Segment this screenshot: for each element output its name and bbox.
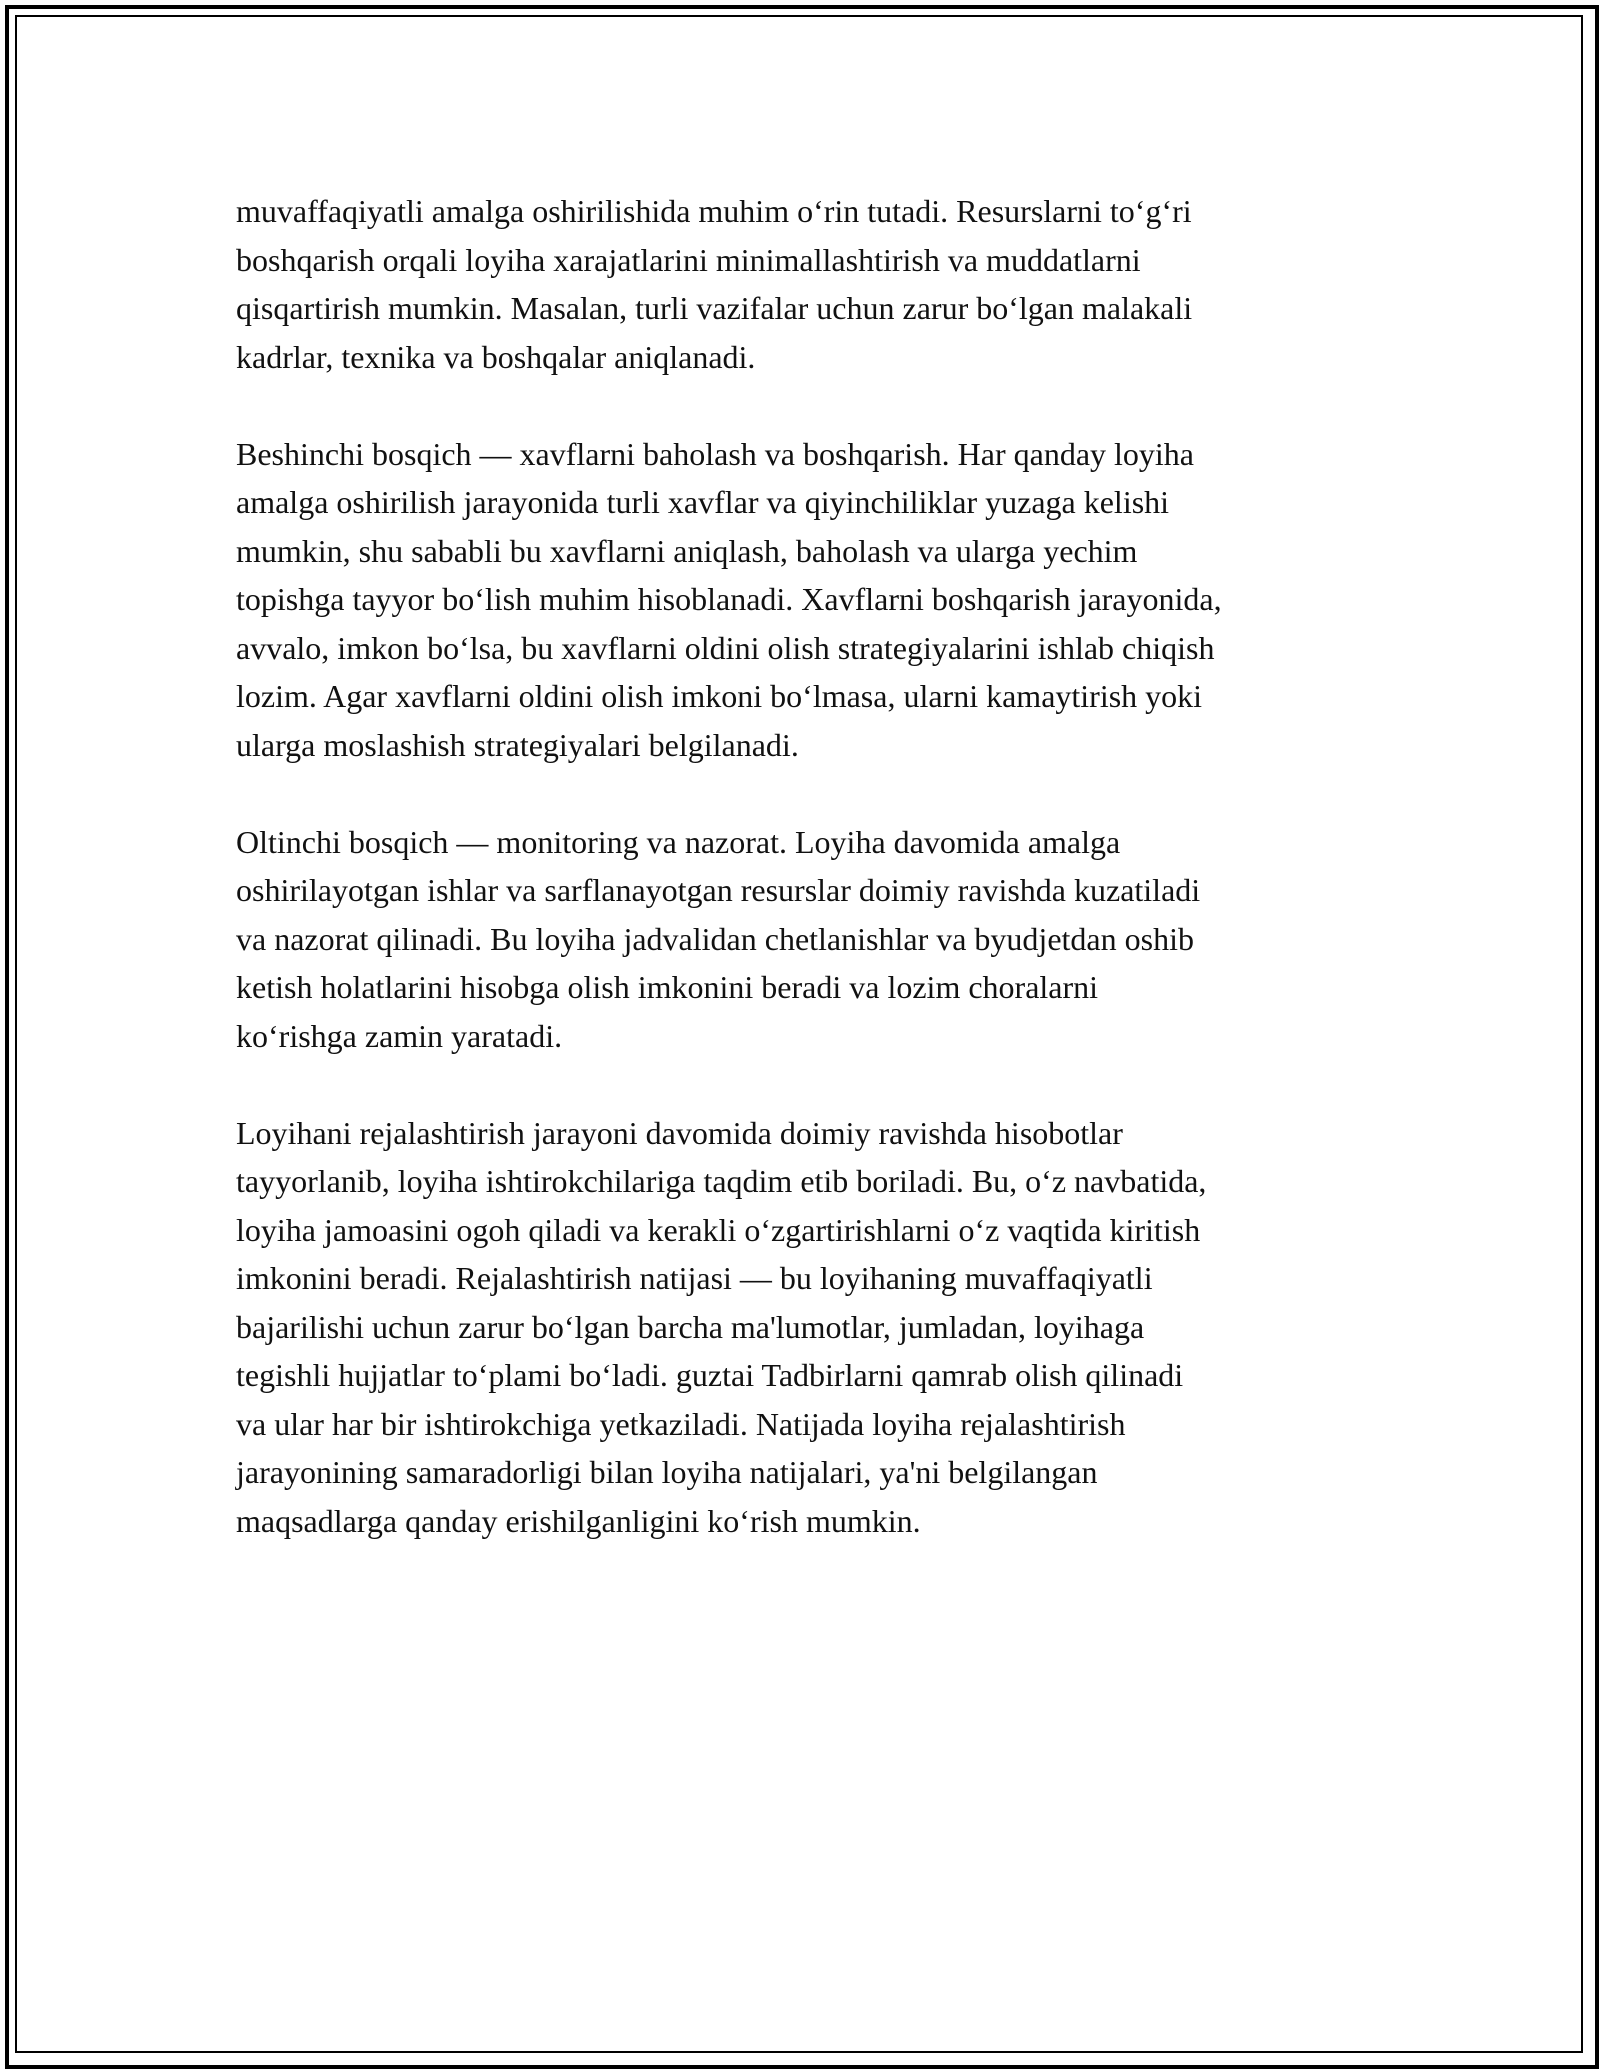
text-line: Loyihani rejalashtirish jarayoni davomida doimiy ravishda hisobotlar: [236, 1114, 1123, 1151]
text-line: va ular har bir ishtirokchiga yetkaziladi. Natijada loyiha rejalashtirish: [236, 1405, 1126, 1442]
text-line: imkonini beradi. Rejalashtirish natijasi — bu loyihaning muvaffaqiyatli: [236, 1260, 1153, 1296]
text-line: lozim. Agar xavflarni oldini olish imkoni bo‘lmasa, ularni kamaytirish yoki: [236, 678, 1203, 714]
text-line: topishga tayyor bo‘lish muhim hisoblanadi. Xavflarni boshqarish jarayonida,: [236, 581, 1222, 617]
text-line: ketish holatlarini hisobga olish imkonini beradi va lozim choralarni: [236, 969, 1099, 1005]
text-line: Beshinchi bosqich — xavflarni baholash va boshqarish. Har qanday loyiha: [236, 435, 1194, 472]
text-line: bajarilishi uchun zarur bo‘lgan barcha ma'lumotlar, jumladan, loyihaga: [236, 1308, 1145, 1345]
document-body: [236, 187, 1376, 1594]
text-line: mumkin, shu sababli bu xavflarni aniqlash, baholash va ularga yechim: [236, 532, 1138, 569]
text-line: kadrlar, texnika va boshqalar aniqlanadi.: [236, 338, 756, 375]
paragraph-sixth-stage: [236, 818, 1376, 1061]
paragraph-resources: [236, 187, 1376, 381]
text-line: jarayonining samaradorligi bilan loyiha natijalari, ya'ni belgilangan: [236, 1454, 1098, 1490]
text-line: amalga oshirilish jarayonida turli xavflar va qiyinchiliklar yuzaga kelishi: [236, 484, 1170, 520]
text-line: ularga moslashish strategiyalari belgilanadi.: [236, 726, 799, 763]
text-line: boshqarish orqali loyiha xarajatlarini minimallashtirish va muddatlarni: [236, 241, 1141, 278]
text-line: tegishli hujjatlar to‘plami bo‘ladi. guztai Tadbirlarni qamrab olish qilinadi: [236, 1357, 1184, 1393]
text-line: va nazorat qilinadi. Bu loyiha jadvalidan chetlanishlar va byudjetdan oshib: [236, 920, 1194, 957]
paragraph-fifth-stage: [236, 430, 1376, 770]
text-line: oshirilayotgan ishlar va sarflanayotgan resurslar doimiy ravishda kuzatiladi: [236, 872, 1201, 908]
paragraph-planning-reports: [236, 1109, 1376, 1546]
text-line: loyiha jamoasini ogoh qiladi va kerakli o‘zgartirishlarni o‘z vaqtida kiritish: [236, 1211, 1201, 1248]
text-line: avvalo, imkon bo‘lsa, bu xavflarni oldini olish strategiyalarini ishlab chiqish: [236, 629, 1215, 666]
text-line: maqsadlarga qanday erishilganligini ko‘rish mumkin.: [236, 1502, 921, 1539]
text-line: tayyorlanib, loyiha ishtirokchilariga taqdim etib boriladi. Bu, o‘z navbatida,: [236, 1163, 1207, 1199]
text-line: muvaffaqiyatli amalga oshirilishida muhim o‘rin tutadi. Resurslarni to‘g‘ri: [236, 193, 1192, 229]
text-line: Oltinchi bosqich — monitoring va nazorat. Loyiha davomida amalga: [236, 823, 1121, 860]
text-line: qisqartirish mumkin. Masalan, turli vazifalar uchun zarur bo‘lgan malakali: [236, 290, 1193, 326]
text-line: ko‘rishga zamin yaratadi.: [236, 1017, 563, 1054]
